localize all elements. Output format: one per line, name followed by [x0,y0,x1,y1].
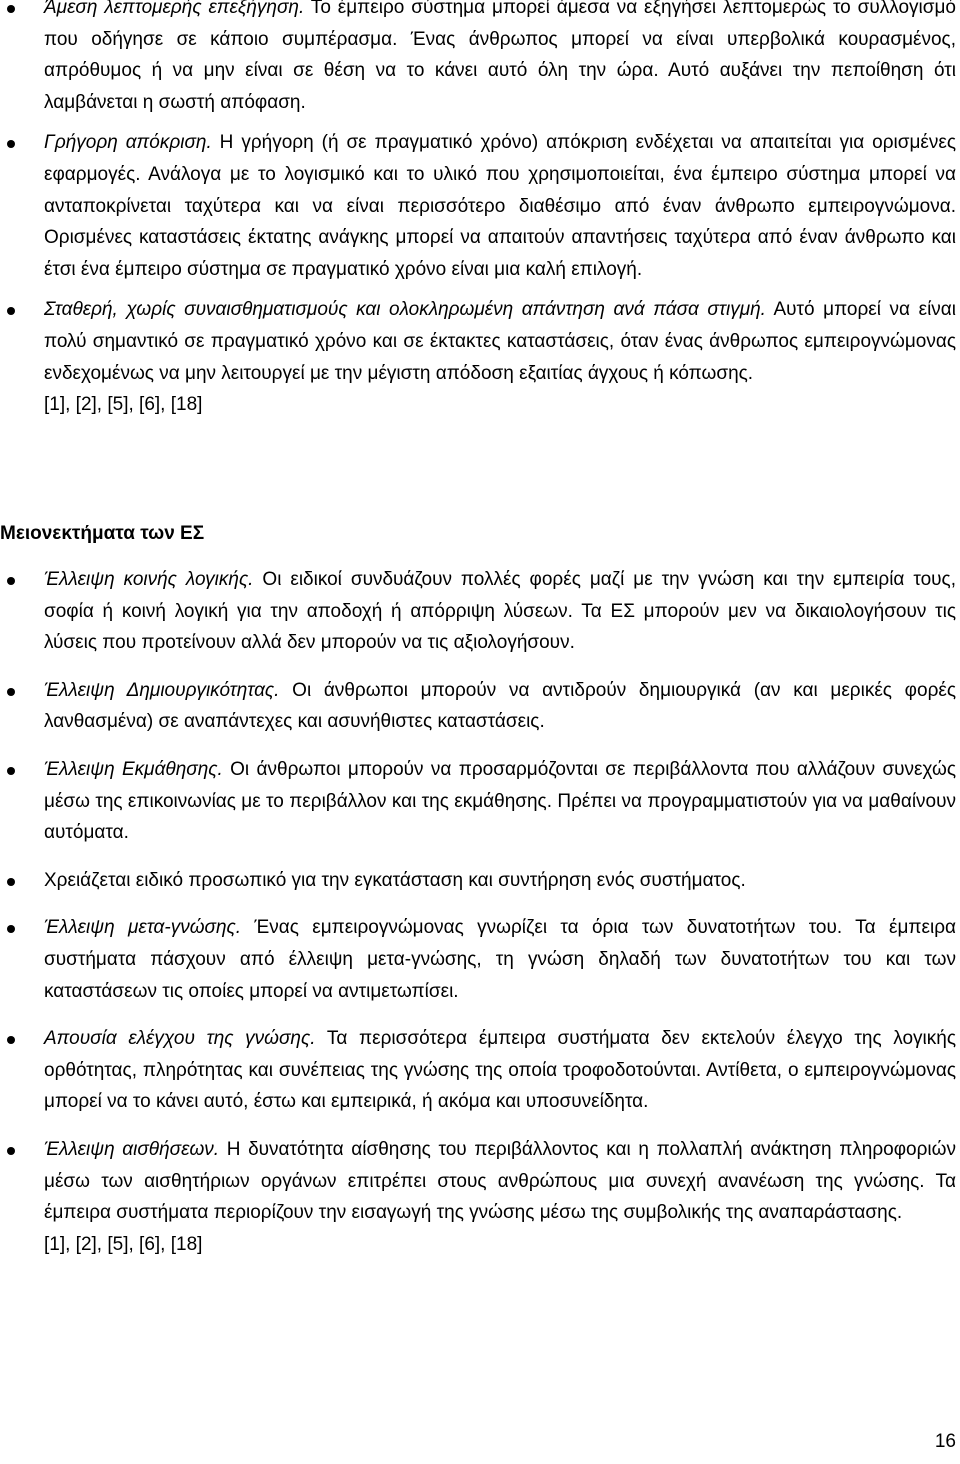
item-lead: Σταθερή, χωρίς συναισθηματισμούς και ολοκληρωμένη απάντηση ανά πάσα στιγμή. [44,299,766,321]
list-item [0,1023,960,1118]
item-text: Οι άνθρωποι μπορούν να προσαρμόζονται σε περιβάλλοντα που αλλάζουν συνεχώς μέσω της επικοινωνίας με το περιβάλλον και της εκμάθησης. Πρέπει να προγραμματιστούν για να μαθαίνουν αυτόματα. [44,758,956,844]
item-lead: Απουσία ελέγχου της γνώσης. [44,1028,316,1050]
item-lead: Έλλειψη κοινής λογικής. [44,569,254,590]
item-text: Η δυνατότητα αίσθησης του περιβάλλοντος και η πολλαπλή ανάκτηση πληροφοριών μέσω των αισθητήριων οργάνων επιτρέπει στους ανθρώπους μια συνεχή ανανέωση της γνώσης. Τα έμπειρα συστήματα περιορίζουν την εισαγωγή της γνώσης μέσω της συμβολικής της αναπαράστασης. [44,1138,956,1224]
item-lead: Έλλειψη μετα-γνώσης. [44,917,242,939]
list-item [0,0,960,118]
item-lead: Έλλειψη Δημιουργικότητας. [44,679,280,701]
item-lead: Άμεση λεπτομερής επεξήγηση. [44,0,305,18]
item-text: Το έμπειρο σύστημα μπορεί άμεσα να εξηγήσει λεπτομερώς το συλλογισμό που οδήγησε σε κάποιο συμπέρασμα. Ένας άνθρωπος μπορεί να είναι υπερβολικά κουρασμένος, απρόθυμος ή να μην είναι σε θέση να το κάνει αυτό όλη την ώρα. Αυτό αυξάνει την πεποίθηση ότι λαμβάνεται η σωστή απόφαση. [44,0,956,113]
list-item [0,564,960,659]
disadvantages-list [0,564,960,1260]
item-lead: Γρήγορη απόκριση. [44,132,212,154]
item-text: Τα περισσότερα έμπειρα συστήματα δεν εκτελούν έλεγχο της λογικής ορθότητας, πληρότητας και συνέπειας της γνώσης της οποία τροφοδοτούνται. Αντίθετα, ο εμπειρογνώμονας μπορεί να το κάνει αυτό, έστω και εμπειρικά, ή ακόμα και υποσυνείδητα. [44,1028,957,1113]
list-item [0,675,960,738]
list-item [0,127,960,285]
list-item [0,294,960,389]
list-item [0,912,960,1007]
list-item [0,1134,960,1229]
section-heading: Μειονεκτήματα των ΕΣ [0,523,205,544]
item-lead: Έλλειψη Εκμάθησης. [44,758,223,780]
item-text: Η γρήγορη (ή σε πραγματικό χρόνο) απόκριση ενδέχεται να απαιτείται για ορισμένες εφαρμογές. Ανάλογα με το λογισμικό και το υλικό που χρησιμοποιείται, ένα έμπειρο σύστημα μπορεί να ανταποκρίνεται ταχύτερα και να είναι περισσότερο διαθέσιμο από έναν άνθρωπο εμπειρογνώμονα. Ορισμένες καταστάσεις έκτατης ανάγκης μπορεί να απαιτούν απαντήσεις ταχύτερα από έναν άνθρωπο και έτσι ένα έμπειρο σύστημα σε πραγματικό χρόνο είναι μια καλή επιλογή. [44,132,956,280]
item-text: Οι άνθρωποι μπορούν να αντιδρούν δημιουργικά (αν και μερικές φορές λανθασμένα) σε αναπάντεχες και ασυνήθιστες καταστάσεις. [44,679,957,733]
item-text: Ένας εμπειρογνώμονας γνωρίζει τα όρια των δυνατοτήτων του. Τα έμπειρα συστήματα πάσχουν από έλλειψη μετα-γνώσης, τη γνώση δηλαδή των δυνατοτήτων του και των καταστάσεων τις οποίες μπορεί να αντιμετωπίσει. [44,917,956,1002]
references: [1], [2], [5], [6], [18] [44,1233,203,1255]
advantages-list [0,0,960,421]
page-number: 16 [934,1431,956,1452]
references: [1], [2], [5], [6], [18] [44,394,203,416]
list-item [0,865,960,897]
item-text: Οι ειδικοί συνδυάζουν πολλές φορές μαζί με την γνώση και την εμπειρία τους, σοφία ή κοινή λογική για την αποδοχή ή απόρριψη λύσεων. Τα ΕΣ μπορούν μεν να δικαιολογήσουν τις λύσεις που προτείνουν αλλά δεν μπορούν να τις αξιολογήσουν. [44,569,956,654]
item-lead: Έλλειψη αισθήσεων. [44,1138,220,1160]
item-text: Αυτό μπορεί να είναι πολύ σημαντικό σε πραγματικό χρόνο και σε έκτακτες καταστάσεις, όταν ένας άνθρωπος εμπειρογνώμονας ενδεχομένως να μην λειτουργεί με την μέγιστη απόδοση εξαιτίας άγχους ή κόπωσης. [44,299,956,384]
item-text: Χρειάζεται ειδικό προσωπικό για την εγκατάσταση και συντήρηση ενός συστήματος. [44,869,746,891]
list-item [0,754,960,849]
